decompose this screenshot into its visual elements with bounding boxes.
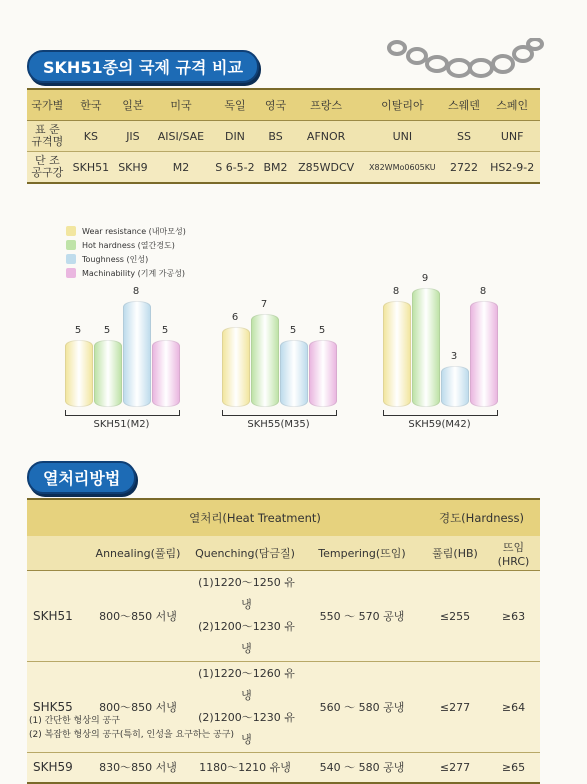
bar-value-label: 5 [318,325,326,336]
group-label: SKH55(M35) [247,419,310,430]
header-cell: 미국 [152,89,210,121]
table-cell: AISI/SAE [152,121,210,152]
legend-swatch [66,240,76,250]
table-cell: SKH9 [114,152,152,184]
annealing-cell: 830～850 서냉 [87,753,189,783]
steel-grade: SKH51 [27,571,87,662]
table-cell: 2722 [444,152,485,184]
hb-cell: ≤277 [423,662,487,753]
table-cell: KS [68,121,114,152]
steel-grade: SKH59 [27,753,87,783]
legend-item [66,266,186,280]
table-cell: SS [444,121,485,152]
section-title-heat-treatment: 열처리방법 [27,461,136,494]
header-tempering: Tempering(뜨임) [301,536,423,571]
legend-swatch [66,254,76,264]
washers-image [385,38,545,88]
tempering-cell: 550 ～ 570 공냉 [301,571,423,662]
bar [412,288,440,407]
legend-item [66,224,186,238]
table-cell: M2 [152,152,210,184]
row-label: 단 조 공구강 [27,152,68,184]
header-hardness: 경도(Hardness) [423,499,540,536]
bar [94,340,122,407]
bar-value-label: 6 [231,312,239,323]
bar-value-label: 5 [103,325,111,336]
header-cell [27,536,87,571]
quenching-cell [189,571,301,662]
group-bracket [65,410,180,416]
bar-value-label: 8 [392,286,400,297]
legend-item [66,252,186,266]
steel-grade: SHK55 [27,662,87,753]
bar [280,340,308,407]
header-annealing: Annealing(풀림) [87,536,189,571]
annealing-cell: 800～850 서냉 [87,662,189,753]
table-subheader-row [27,536,540,571]
quenching-line: (2)1200～1230 유냉 [198,620,295,655]
quenching-line: (1)1220～1250 유냉 [198,576,295,611]
header-quenching: Quenching(담금질) [189,536,301,571]
legend-label: Machinability (기계 가공성) [82,268,186,278]
section-title-spec-comparison: SKH51종의 국제 규격 비교 [27,50,259,83]
header-cell: 프랑스 [291,89,361,121]
header-cell: 일본 [114,89,152,121]
header-cell: 이탈리아 [361,89,444,121]
bar-value-label: 8 [132,286,140,297]
bar-value-label: 3 [450,351,458,362]
bar [309,340,337,407]
table-cell: UNF [484,121,540,152]
table-header-row [27,499,540,536]
hb-cell: ≤277 [423,753,487,783]
tempering-cell: 540 ～ 580 공냉 [301,753,423,783]
table-cell: Z85WDCV [291,152,361,184]
header-hb: 풀림(HB) [423,536,487,571]
table-cell: BM2 [260,152,291,184]
footnote: (1) 간단한 형상의 공구 [29,716,120,726]
footnote: (2) 복잡한 형상의 공구(특히, 인성을 요구하는 공구) [29,730,234,740]
row-label: 표 준 규격명 [27,121,68,152]
bar [222,327,250,407]
bar-value-label: 7 [260,299,268,310]
hrc-cell: ≥63 [487,571,540,662]
table-row [27,571,540,662]
spec-comparison-table [27,88,540,184]
table-cell: BS [260,121,291,152]
table-cell: S 6-5-2 [210,152,260,184]
table-cell: SKH51 [68,152,114,184]
group-bracket [383,410,498,416]
legend-swatch [66,268,76,278]
bar [470,301,498,407]
table-cell: HS2-9-2 [484,152,540,184]
header-cell: 국가별 [27,89,68,121]
bar [441,366,469,407]
table-cell: AFNOR [291,121,361,152]
legend-label: Wear resistance (내마모성) [82,226,186,236]
bar [152,340,180,407]
quenching-cell: 1180～1210 유냉 [189,753,301,783]
tempering-cell: 560 ～ 580 공냉 [301,662,423,753]
bar [65,340,93,407]
chart-legend [66,224,186,280]
legend-item [66,238,186,252]
legend-label: Hot hardness (열간경도) [82,240,175,250]
header-cell: 스웨덴 [444,89,485,121]
bar-value-label: 9 [421,273,429,284]
header-cell [27,499,87,536]
header-hrc: 뜨임 (HRC) [487,536,540,571]
quenching-line: (1)1220～1260 유냉 [198,667,295,702]
hrc-cell: ≥65 [487,753,540,783]
table-row [27,753,540,783]
bar-value-label: 8 [479,286,487,297]
quenching-line: (2)1200～1230 유냉 [198,711,295,746]
table-cell: X82WMo0605KU [361,152,444,184]
group-label: SKH59(M42) [408,419,471,430]
table-row [27,121,540,152]
table-row [27,152,540,184]
header-cell: 영국 [260,89,291,121]
table-cell: DIN [210,121,260,152]
annealing-cell: 800～850 서냉 [87,571,189,662]
legend-swatch [66,226,76,236]
table-cell: UNI [361,121,444,152]
bar [123,301,151,407]
group-bracket [222,410,337,416]
footnotes [29,714,234,742]
bar-value-label: 5 [289,325,297,336]
bar-value-label: 5 [74,325,82,336]
hrc-cell: ≥64 [487,662,540,753]
bar [383,301,411,407]
hb-cell: ≤255 [423,571,487,662]
header-cell: 스페인 [484,89,540,121]
legend-label: Toughness (인성) [82,254,149,264]
table-cell: JIS [114,121,152,152]
header-cell: 한국 [68,89,114,121]
group-label: SKH51(M2) [93,419,150,430]
bar-value-label: 5 [161,325,169,336]
table-header-row [27,89,540,121]
header-heat-treatment: 열처리(Heat Treatment) [87,499,423,536]
header-cell: 독일 [210,89,260,121]
